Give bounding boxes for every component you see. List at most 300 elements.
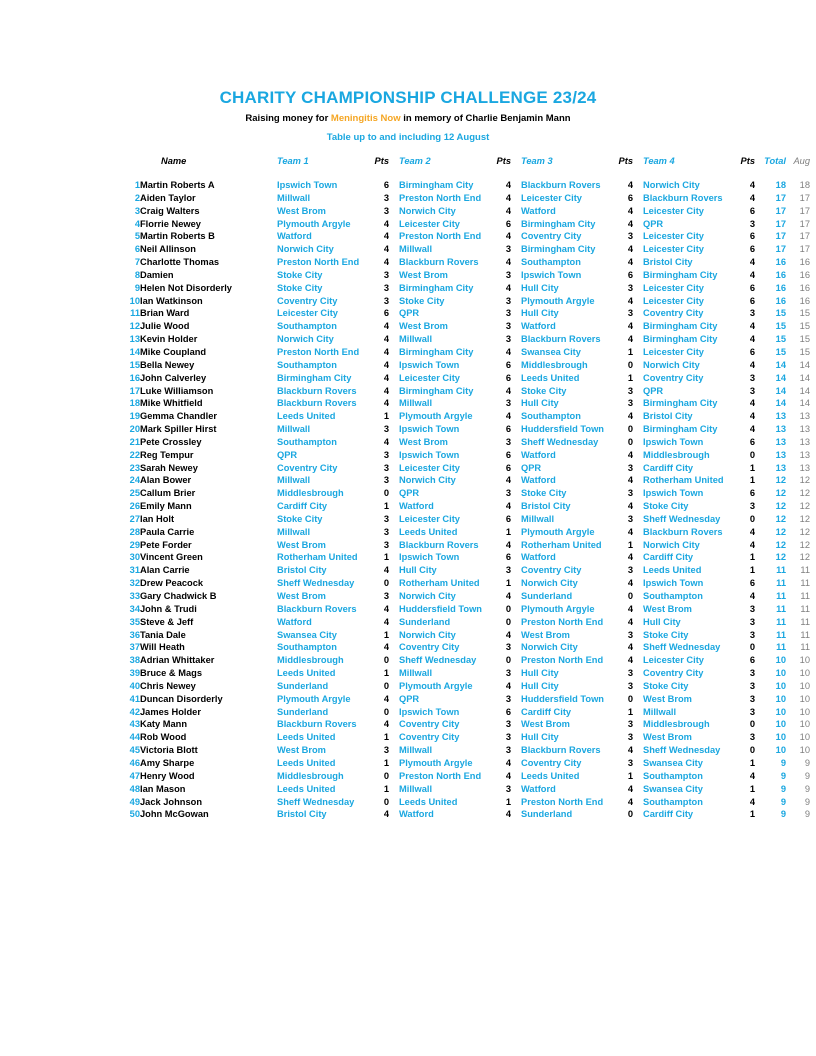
pts1-cell: 1 <box>383 629 389 640</box>
rank-cell: 47 <box>129 770 140 781</box>
aug-cell: 15 <box>799 308 810 319</box>
team4-cell: Norwich City <box>643 359 700 370</box>
team2-cell: Coventry City <box>399 642 460 653</box>
team2-cell: Leicester City <box>399 218 460 229</box>
name-cell: James Holder <box>140 706 201 717</box>
team4-cell: Birmingham City <box>643 424 718 435</box>
team2-cell: Sheff Wednesday <box>399 655 477 666</box>
pts1-header: Pts <box>374 155 389 166</box>
table-row <box>120 487 810 500</box>
total-cell: 16 <box>775 269 786 280</box>
aug-cell: 13 <box>799 462 810 473</box>
total-cell: 13 <box>775 462 786 473</box>
team3-cell: Plymouth Argyle <box>521 526 595 537</box>
team3-cell: Hull City <box>521 308 559 319</box>
pts1-cell: 4 <box>383 359 389 370</box>
pts2-cell: 1 <box>505 526 511 537</box>
team2-cell: Stoke City <box>399 295 445 306</box>
team1-cell: Bristol City <box>277 565 327 576</box>
team2-cell: Blackburn Rovers <box>399 539 479 550</box>
pts1-cell: 4 <box>383 334 389 345</box>
pts4-cell: 6 <box>749 578 755 589</box>
total-cell: 12 <box>775 501 786 512</box>
pts2-cell: 4 <box>505 770 511 781</box>
team3-cell: Watford <box>521 449 556 460</box>
team3-cell: Coventry City <box>521 565 582 576</box>
total-cell: 12 <box>775 513 786 524</box>
pts2-cell: 3 <box>505 308 511 319</box>
rank-cell: 45 <box>129 745 140 756</box>
pts4-cell: 0 <box>749 745 755 756</box>
table-row <box>120 397 810 410</box>
team4-cell: Cardiff City <box>643 552 694 563</box>
header-spacer <box>120 168 810 179</box>
total-cell: 12 <box>775 539 786 550</box>
aug-cell: 12 <box>799 501 810 512</box>
rank-cell: 26 <box>129 501 140 512</box>
table-row <box>120 346 810 359</box>
team3-header: Team 3 <box>521 155 553 166</box>
table-row <box>120 282 810 295</box>
team2-cell: Sunderland <box>399 616 451 627</box>
team4-cell: Coventry City <box>643 668 704 679</box>
pts1-cell: 4 <box>383 603 389 614</box>
name-cell: Pete Crossley <box>140 436 202 447</box>
pts3-cell: 0 <box>627 424 633 435</box>
team2-cell: Ipswich Town <box>399 359 460 370</box>
total-cell: 15 <box>775 334 786 345</box>
aug-cell: 14 <box>799 385 810 396</box>
team3-cell: West Brom <box>521 629 570 640</box>
pts4-cell: 0 <box>749 719 755 730</box>
table-row <box>120 243 810 256</box>
name-cell: Helen Not Disorderly <box>140 282 232 293</box>
team4-cell: Bristol City <box>643 257 693 268</box>
team1-cell: Middlesbrough <box>277 655 344 666</box>
team4-cell: Southampton <box>643 770 703 781</box>
team2-cell: Leeds United <box>399 796 458 807</box>
team4-cell: Coventry City <box>643 372 704 383</box>
team1-cell: Preston North End <box>277 257 360 268</box>
name-cell: Callum Brier <box>140 488 196 499</box>
pts4-cell: 6 <box>749 655 755 666</box>
table-row <box>120 500 810 513</box>
rank-cell: 27 <box>129 513 140 524</box>
aug-cell: 17 <box>799 244 810 255</box>
pts3-cell: 4 <box>627 321 633 332</box>
total-cell: 11 <box>776 603 786 614</box>
team2-cell: Millwall <box>399 244 433 255</box>
name-cell: Will Heath <box>140 642 185 653</box>
total-cell: 11 <box>776 591 786 601</box>
total-cell: 13 <box>775 411 786 422</box>
pts3-cell: 3 <box>627 629 633 640</box>
aug-cell: 10 <box>799 745 810 756</box>
table-row <box>120 410 810 423</box>
name-cell: Victoria Blott <box>140 745 198 756</box>
pts4-cell: 3 <box>749 385 755 396</box>
pts2-cell: 4 <box>505 475 511 486</box>
pts2-cell: 3 <box>505 719 511 730</box>
team2-cell: Hull City <box>399 565 437 576</box>
total-cell: 13 <box>775 449 786 460</box>
team1-cell: Swansea City <box>277 629 337 640</box>
aug-cell: 17 <box>799 218 810 229</box>
team1-cell: Sheff Wednesday <box>277 578 355 589</box>
pts2-cell: 6 <box>505 449 511 460</box>
pts4-cell: 6 <box>749 282 755 293</box>
pts2-header: Pts <box>496 155 511 166</box>
team3-cell: Southampton <box>521 411 581 422</box>
team4-cell: Stoke City <box>643 501 689 512</box>
aug-cell: 13 <box>799 411 810 422</box>
team2-cell: Rotherham United <box>399 578 480 589</box>
total-cell: 14 <box>775 385 786 396</box>
pts1-cell: 3 <box>383 462 389 473</box>
table-date: Table up to and including 12 August <box>326 132 490 143</box>
name-cell: Ian Watkinson <box>140 295 203 306</box>
total-cell: 18 <box>775 180 786 190</box>
team4-cell: Swansea City <box>643 783 703 794</box>
rank-cell: 43 <box>129 719 140 730</box>
pts1-cell: 3 <box>383 282 389 293</box>
table-row <box>120 462 810 475</box>
name-cell: Duncan Disorderly <box>140 693 223 704</box>
pts3-cell: 3 <box>627 488 633 499</box>
pts2-cell: 6 <box>505 359 511 370</box>
total-cell: 15 <box>775 321 786 332</box>
rank-cell: 46 <box>129 757 140 768</box>
team1-cell: Birmingham City <box>277 372 352 383</box>
pts4-cell: 3 <box>749 603 755 614</box>
pts3-cell: 1 <box>627 539 633 550</box>
team3-cell: Hull City <box>521 668 559 679</box>
table-row <box>120 654 810 667</box>
pts1-cell: 3 <box>383 526 389 537</box>
pts3-cell: 1 <box>627 706 633 717</box>
team4-cell: Ipswich Town <box>643 488 704 499</box>
pts4-header: Pts <box>740 155 755 166</box>
name-cell: Mike Whitfield <box>140 398 203 409</box>
pts1-cell: 0 <box>383 578 389 589</box>
team4-cell: Leicester City <box>643 282 704 293</box>
subtitle <box>0 113 816 124</box>
team1-cell: Blackburn Rovers <box>277 719 357 730</box>
pts1-cell: 0 <box>383 680 389 691</box>
team4-cell: Southampton <box>643 591 703 601</box>
rank-cell: 4 <box>134 218 140 229</box>
team4-cell: Leicester City <box>643 231 704 242</box>
name-cell: Jack Johnson <box>140 796 203 807</box>
pts2-cell: 6 <box>505 513 511 524</box>
table-row <box>120 757 810 770</box>
aug-cell: 11 <box>800 603 810 614</box>
team3-cell: Stoke City <box>521 385 567 396</box>
team4-cell: Ipswich Town <box>643 436 704 447</box>
pts4-cell: 1 <box>749 565 755 576</box>
team4-cell: Middlesbrough <box>643 449 710 460</box>
team1-cell: Southampton <box>277 359 337 370</box>
team1-cell: Southampton <box>277 321 337 332</box>
team1-cell: Blackburn Rovers <box>277 603 357 614</box>
pts3-cell: 4 <box>627 218 633 229</box>
total-cell: 9 <box>780 783 786 794</box>
aug-cell: 13 <box>799 424 810 435</box>
pts3-cell: 3 <box>627 565 633 576</box>
pts3-cell: 3 <box>627 231 633 242</box>
league-table <box>120 154 810 821</box>
name-cell: Julie Wood <box>140 321 190 332</box>
team1-cell: Norwich City <box>277 334 334 345</box>
pts1-cell: 4 <box>383 385 389 396</box>
team1-cell: Leeds United <box>277 668 336 679</box>
table-row <box>120 629 810 642</box>
name-cell: Amy Sharpe <box>140 757 195 768</box>
team3-cell: Southampton <box>521 257 581 268</box>
team2-cell: West Brom <box>399 436 448 447</box>
table-row <box>120 385 810 398</box>
team2-cell: Ipswich Town <box>399 424 460 435</box>
aug-cell: 11 <box>800 642 810 653</box>
pts3-cell: 0 <box>627 436 633 447</box>
team1-cell: Millwall <box>277 475 311 486</box>
team3-cell: Stoke City <box>521 488 567 499</box>
pts2-cell: 4 <box>505 346 511 357</box>
pts2-cell: 3 <box>505 488 511 499</box>
pts3-cell: 4 <box>627 642 633 653</box>
aug-cell: 10 <box>799 655 810 666</box>
total-cell: 10 <box>775 668 786 679</box>
pts3-cell: 4 <box>627 257 633 268</box>
table-row <box>120 808 810 821</box>
aug-cell: 12 <box>799 552 810 563</box>
pts4-cell: 4 <box>749 398 755 409</box>
total-cell: 11 <box>776 629 786 640</box>
team3-cell: Hull City <box>521 398 559 409</box>
pts1-cell: 4 <box>383 693 389 704</box>
table-row <box>120 333 810 346</box>
pts1-cell: 4 <box>383 218 389 229</box>
total-cell: 11 <box>776 565 786 576</box>
aug-cell: 16 <box>799 269 810 280</box>
pts1-cell: 1 <box>383 501 389 512</box>
pts2-cell: 3 <box>505 244 511 255</box>
team4-cell: Hull City <box>643 616 681 627</box>
pts4-cell: 4 <box>749 359 755 370</box>
pts3-cell: 4 <box>627 578 633 589</box>
team4-cell: West Brom <box>643 732 692 743</box>
pts3-cell: 4 <box>627 783 633 794</box>
name-cell: Drew Peacock <box>140 578 204 589</box>
team2-cell: Plymouth Argyle <box>399 680 473 691</box>
team3-cell: Watford <box>521 321 556 332</box>
table-row <box>120 295 810 308</box>
pts1-cell: 1 <box>383 552 389 563</box>
total-cell: 12 <box>775 475 786 486</box>
aug-cell: 14 <box>799 359 810 370</box>
rank-cell: 30 <box>129 552 140 563</box>
rank-cell: 48 <box>129 783 140 794</box>
table-row <box>120 256 810 269</box>
pts2-cell: 3 <box>505 295 511 306</box>
rank-cell: 39 <box>129 668 140 679</box>
rank-cell: 21 <box>129 436 140 447</box>
pts2-cell: 6 <box>505 462 511 473</box>
team3-cell: Birmingham City <box>521 244 596 255</box>
pts1-cell: 3 <box>383 745 389 756</box>
team4-cell: Birmingham City <box>643 269 718 280</box>
pts1-cell: 1 <box>383 732 389 743</box>
name-cell: Emily Mann <box>140 501 192 512</box>
team4-cell: Stoke City <box>643 629 689 640</box>
rank-cell: 17 <box>129 385 140 396</box>
pts1-cell: 3 <box>383 449 389 460</box>
aug-cell: 11 <box>800 578 810 589</box>
total-cell: 17 <box>775 205 786 216</box>
team3-cell: Plymouth Argyle <box>521 603 595 614</box>
pts1-cell: 4 <box>383 244 389 255</box>
pts4-cell: 1 <box>749 552 755 563</box>
pts3-cell: 0 <box>627 359 633 370</box>
table-row <box>120 423 810 436</box>
rank-cell: 7 <box>134 257 140 268</box>
team2-cell: Plymouth Argyle <box>399 757 473 768</box>
pts2-cell: 4 <box>505 385 511 396</box>
pts4-cell: 4 <box>749 257 755 268</box>
name-cell: Henry Wood <box>140 770 195 781</box>
name-cell: Damien <box>140 269 174 280</box>
team2-cell: Preston North End <box>399 231 482 242</box>
total-cell: 10 <box>775 745 786 756</box>
pts2-cell: 6 <box>505 552 511 563</box>
pts3-cell: 4 <box>627 616 633 627</box>
team2-cell: Millwall <box>399 783 433 794</box>
team4-cell: Leicester City <box>643 205 704 216</box>
pts2-cell: 3 <box>505 565 511 576</box>
pts4-cell: 6 <box>749 346 755 357</box>
aug-cell: 13 <box>799 436 810 447</box>
team1-cell: Leeds United <box>277 757 336 768</box>
team1-cell: West Brom <box>277 539 326 550</box>
name-cell: Tania Dale <box>140 629 186 640</box>
pts4-cell: 3 <box>749 308 755 319</box>
pts1-cell: 1 <box>383 757 389 768</box>
team3-cell: Sunderland <box>521 809 573 820</box>
pts4-cell: 4 <box>749 424 755 435</box>
team4-cell: Millwall <box>643 706 677 717</box>
team1-cell: West Brom <box>277 205 326 216</box>
pts3-cell: 3 <box>627 719 633 730</box>
team3-cell: Leeds United <box>521 372 580 383</box>
team1-cell: Bristol City <box>277 809 327 820</box>
pts2-cell: 3 <box>505 398 511 409</box>
pts1-cell: 3 <box>383 295 389 306</box>
total-cell: 17 <box>775 218 786 229</box>
team1-cell: Ipswich Town <box>277 180 338 190</box>
total-cell: 13 <box>775 436 786 447</box>
aug-cell: 12 <box>799 539 810 550</box>
team3-cell: Watford <box>521 475 556 486</box>
team3-cell: Middlesbrough <box>521 359 588 370</box>
team3-cell: Watford <box>521 552 556 563</box>
team4-cell: Cardiff City <box>643 809 694 820</box>
name-cell: John McGowan <box>140 809 209 820</box>
pts2-cell: 4 <box>505 591 511 601</box>
team3-cell: Hull City <box>521 732 559 743</box>
pts3-cell: 4 <box>627 449 633 460</box>
name-cell: Florrie Newey <box>140 218 201 229</box>
team1-cell: Millwall <box>277 192 311 203</box>
name-cell: Ian Holt <box>140 513 175 524</box>
aug-cell: 9 <box>804 770 810 781</box>
name-cell: Bruce & Mags <box>140 668 202 679</box>
rank-cell: 40 <box>129 680 140 691</box>
aug-header: Aug <box>793 155 810 166</box>
pts4-cell: 0 <box>749 642 755 653</box>
table-row <box>120 770 810 783</box>
team2-cell: Birmingham City <box>399 282 474 293</box>
pts1-cell: 3 <box>383 205 389 216</box>
pts1-cell: 4 <box>383 642 389 653</box>
team4-cell: West Brom <box>643 693 692 704</box>
aug-cell: 10 <box>799 732 810 743</box>
pts3-header: Pts <box>618 155 633 166</box>
aug-cell: 11 <box>800 629 810 640</box>
rank-cell: 9 <box>134 282 140 293</box>
pts2-cell: 3 <box>505 745 511 756</box>
pts1-cell: 4 <box>383 398 389 409</box>
table-row <box>120 693 810 706</box>
team1-cell: Preston North End <box>277 346 360 357</box>
pts2-cell: 0 <box>505 616 511 627</box>
rank-cell: 37 <box>129 642 140 653</box>
aug-cell: 16 <box>799 257 810 268</box>
pts3-cell: 3 <box>627 385 633 396</box>
pts2-cell: 4 <box>505 680 511 691</box>
team2-cell: QPR <box>399 488 420 499</box>
aug-cell: 16 <box>799 282 810 293</box>
name-cell: Brian Ward <box>140 308 190 319</box>
pts1-cell: 4 <box>383 372 389 383</box>
pts3-cell: 3 <box>627 732 633 743</box>
aug-cell: 10 <box>799 719 810 730</box>
name-cell: Sarah Newey <box>140 462 198 473</box>
pts1-cell: 0 <box>383 488 389 499</box>
team1-cell: Stoke City <box>277 282 323 293</box>
pts1-cell: 4 <box>383 809 389 820</box>
team3-cell: QPR <box>521 462 542 473</box>
name-cell: Neil Allinson <box>140 244 196 255</box>
pts4-cell: 6 <box>749 231 755 242</box>
rank-cell: 28 <box>129 526 140 537</box>
team2-cell: Coventry City <box>399 719 460 730</box>
team2-cell: Watford <box>399 501 434 512</box>
team4-cell: Leicester City <box>643 346 704 357</box>
table-row <box>120 539 810 552</box>
total-cell: 17 <box>775 192 786 203</box>
team4-cell: Blackburn Rovers <box>643 192 723 203</box>
team1-cell: Middlesbrough <box>277 488 344 499</box>
table-row <box>120 307 810 320</box>
total-cell: 16 <box>775 257 786 268</box>
team3-cell: Hull City <box>521 282 559 293</box>
pts1-cell: 3 <box>383 591 389 601</box>
rank-cell: 16 <box>129 372 140 383</box>
total-cell: 14 <box>775 372 786 383</box>
team1-cell: Sunderland <box>277 680 329 691</box>
total-cell: 12 <box>775 526 786 537</box>
name-cell: Vincent Green <box>140 552 203 563</box>
